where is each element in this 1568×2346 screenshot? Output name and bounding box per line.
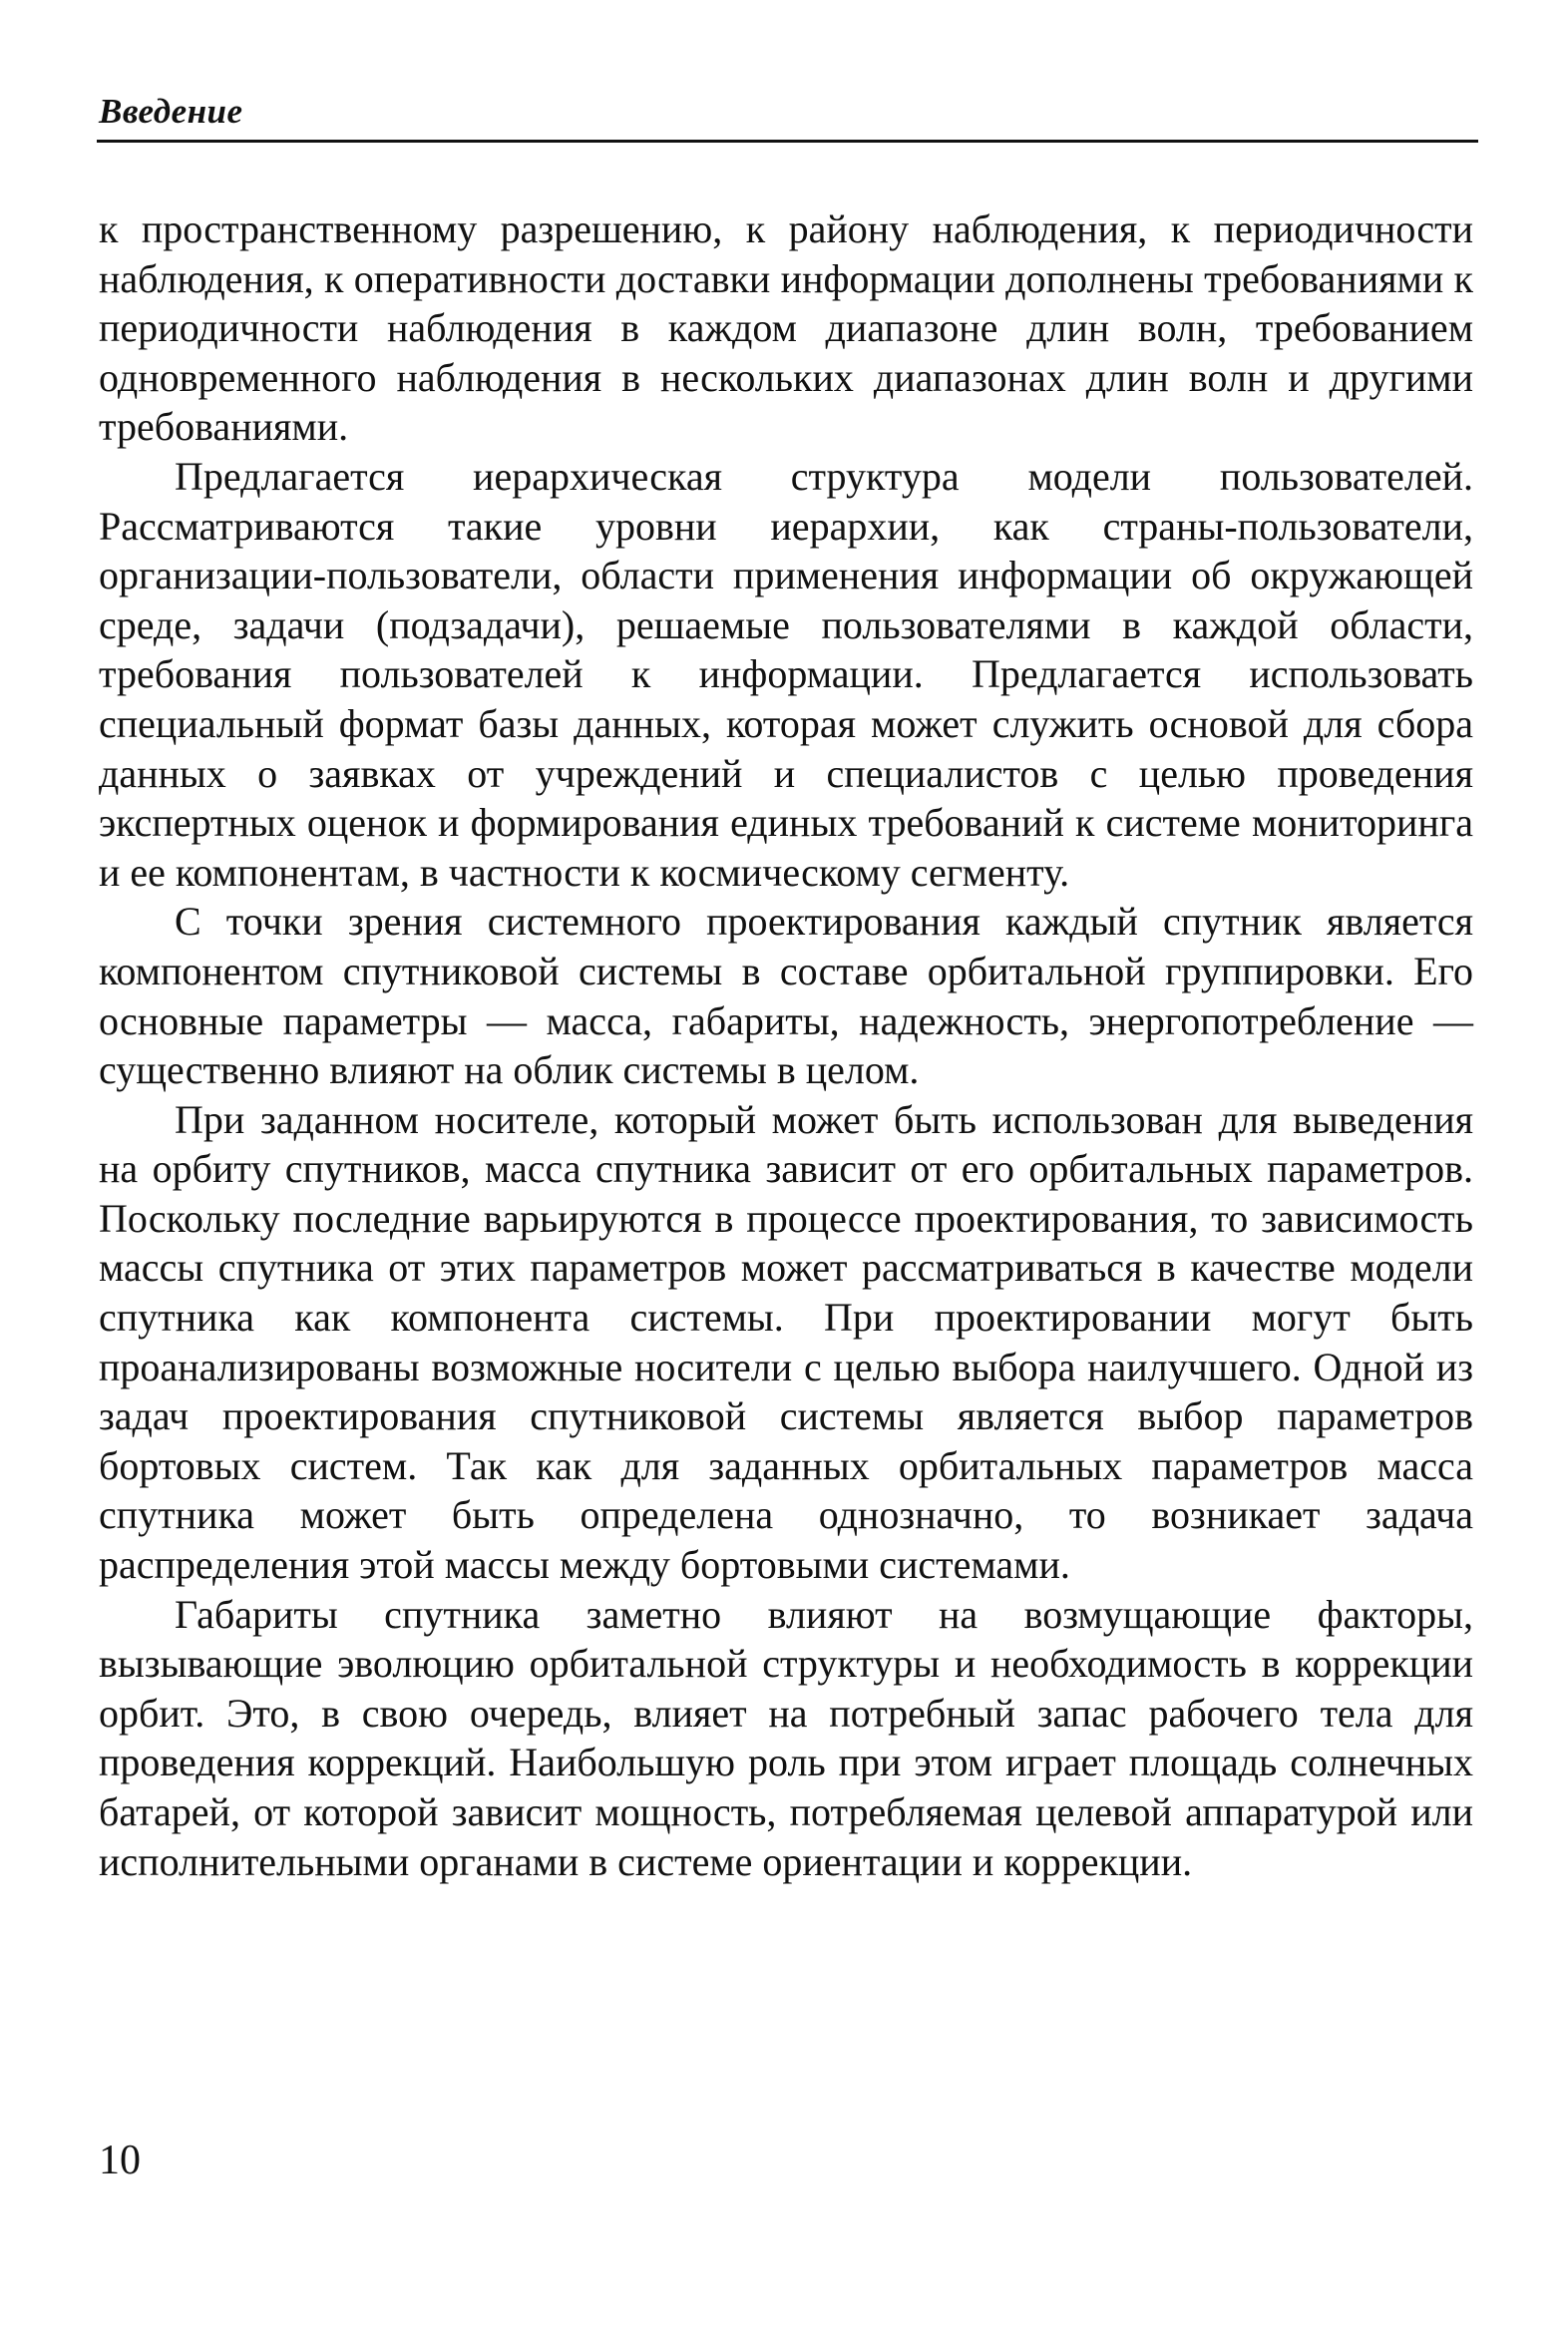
paragraph-2: Предлагается иерархическая структура модели пользователей. Рассматриваются такие уровни иерархии, как страны-пользователи, организации-пользователи, области применения информации об окружающей среде, задачи (подзадачи), решаемые пользователями в каждой области, требования пользователей к информации. Предлагается использовать специальный формат базы данных, которая может служить основой для сбора данных о заявках от учреждений и специалистов с целью проведения экспертных оценок и формирования единых требований к системе мониторинга и ее компонентам, в частности к космическому сегменту. <box>99 453 1473 895</box>
page-number: 10 <box>99 2138 141 2183</box>
body-text <box>99 204 1473 1886</box>
paragraph-5: Габариты спутника заметно влияют на возмущающие факторы, вызывающие эволюцию орбитальной структуры и необходимость в коррекции орбит. Это, в свою очередь, влияет на потребный запас рабочего тела для проведения коррекций. Наибольшую роль при этом играет площадь солнечных батарей, от которой зависит мощность, потребляемая целевой аппаратурой или исполнительными органами в системе ориентации и коррекции. <box>99 1591 1473 1884</box>
paragraph-4: При заданном носителе, который может быть использован для выведения на орбиту спутников, масса спутника зависит от его орбитальных параметров. Поскольку последние варьируются в процессе проектирования, то зависимость массы спутника от этих параметров может рассматриваться в качестве модели спутника как компонента системы. При проектировании могут быть проанализированы возможные носители с целью выбора наилучшего. Одной из задач проектирования спутниковой системы является выбор параметров бортовых систем. Так как для заданных орбитальных параметров масса спутника может быть определена однозначно, то возникает задача распределения этой массы между бортовыми системами. <box>99 1096 1473 1588</box>
paragraph-1: к пространственному разрешению, к району наблюдения, к периодичности наблюдения, к оперативности доставки информации дополнены требованиями к периодичности наблюдения в каждом диапазоне длин волн, требованием одновременного наблюдения в нескольких диапазонах длин волн и другими требованиями. <box>99 206 1473 450</box>
running-head: Введение <box>99 92 243 131</box>
paragraph-3: С точки зрения системного проектирования каждый спутник является компонентом спутниковой системы в составе орбитальной группировки. Его основные параметры — масса, габариты, надежность, энергопотребление — существенно влияют на облик системы в целом. <box>99 899 1473 1093</box>
header-rule <box>97 140 1478 143</box>
